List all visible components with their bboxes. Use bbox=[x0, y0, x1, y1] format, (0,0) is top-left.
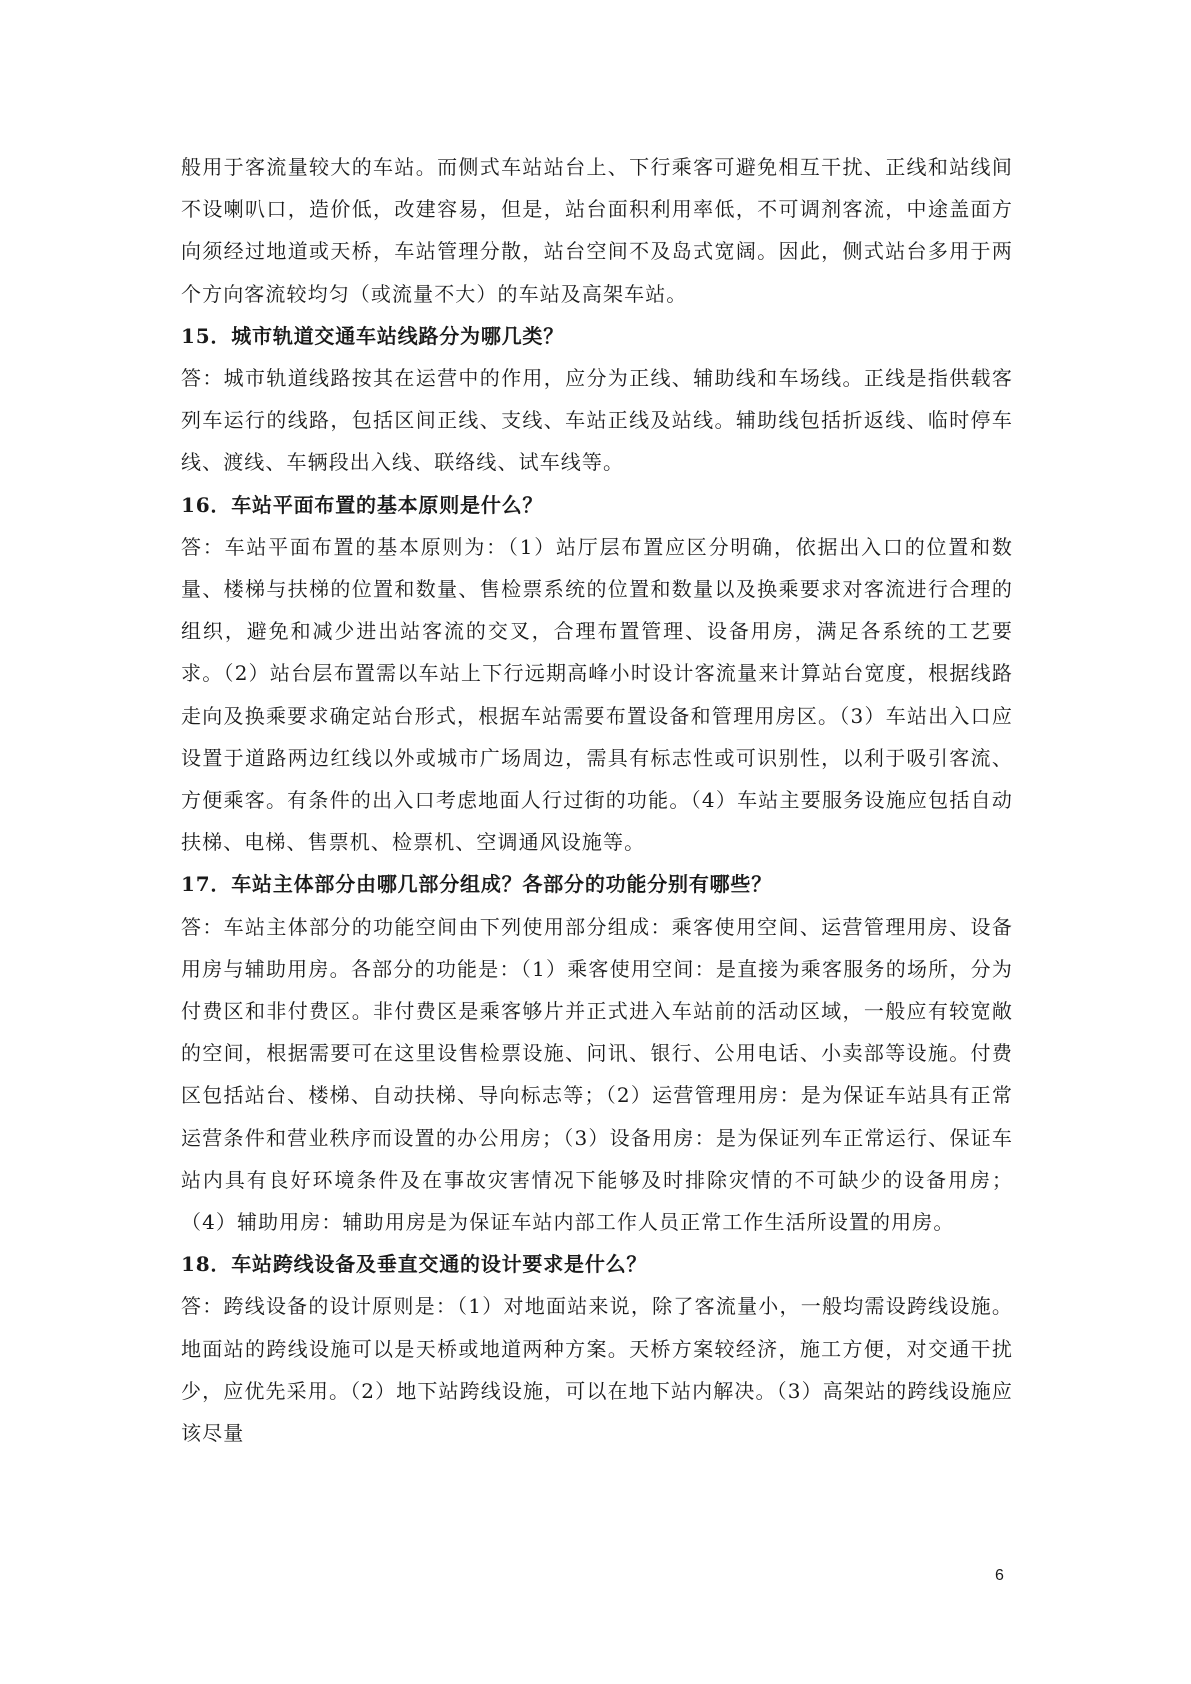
question-15-title: 15．城市轨道交通车站线路分为哪几类？ bbox=[181, 323, 565, 348]
intro-paragraph: 般用于客流量较大的车站。而侧式车站站台上、下行乘客可避免相互干扰、正线和站线间不设喇叭口，造价低，改建容易，但是，站台面积利用率低，不可调剂客流，中途盖面方向须经过地道或天桥，车站管理分散，站台空间不及岛式宽阔。因此，侧式站台多用于两个方向客流较均匀（或流量不大）的车站及高架车站。 bbox=[181, 155, 1013, 306]
question-18-title: 18．车站跨线设备及垂直交通的设计要求是什么？ bbox=[181, 1252, 648, 1277]
question-16-answer: 答：车站平面布置的基本原则为：（1）站厅层布置应区分明确，依据出入口的位置和数量、楼梯与扶梯的位置和数量、售检票系统的位置和数量以及换乘要求对客流进行合理的组织，避免和减少进出站客流的交叉，合理布置管理、设备用房，满足各系统的工艺要求。（2）站台层布置需以车站上下行远期高峰小时设计客流量来计算站台宽度，根据线路走向及换乘要求确定站台形式，根据车站需要布置设备和管理用房区。（3）车站出入口应设置于道路两边红线以外或城市广场周边，需具有标志性或可识别性，以利于吸引客流、方便乘客。有条件的出入口考虑地面人行过街的功能。（4）车站主要服务设施应包括自动扶梯、电梯、售票机、检票机、空调通风设施等。 bbox=[181, 534, 1013, 855]
question-17-answer: 答：车站主体部分的功能空间由下列使用部分组成：乘客使用空间、运营管理用房、设备用房与辅助用房。各部分的功能是：（1）乘客使用空间：是直接为乘客服务的场所，分为付费区和非付费区。非付费区是乘客够片并正式进入车站前的活动区域，一般应有较宽敞的空间，根据需要可在这里设售检票设施、问讯、银行、公用电话、小卖部等设施。付费区包括站台、楼梯、自动扶梯、导向标志等；（2）运营管理用房：是为保证车站具有正常运营条件和营业秩序而设置的办公用房；（3）设备用房：是为保证列车正常运行、保证车站内具有良好环境条件及在事故灾害情况下能够及时排除灾情的不可缺少的设备用房；（4）辅助用房：辅助用房是为保证车站内部工作人员正常工作生活所设置的用房。 bbox=[181, 914, 1013, 1235]
document-body bbox=[181, 146, 1013, 1454]
question-16-title: 16．车站平面布置的基本原则是什么？ bbox=[181, 492, 544, 517]
question-15-answer: 答：城市轨道线路按其在运营中的作用，应分为正线、辅助线和车场线。正线是指供载客列车运行的线路，包括区间正线、支线、车站正线及站线。辅助线包括折返线、临时停车线、渡线、车辆段出入线、联络线、试车线等。 bbox=[181, 366, 1013, 475]
question-17-title: 17．车站主体部分由哪几部分组成？各部分的功能分别有哪些？ bbox=[181, 872, 773, 897]
question-18-answer: 答：跨线设备的设计原则是：（1）对地面站来说，除了客流量小，一般均需设跨线设施。地面站的跨线设施可以是天桥或地道两种方案。天桥方案较经济，施工方便，对交通干扰少，应优先采用。（2）地下站跨线设施，可以在地下站内解决。（3）高架站的跨线设施应该尽量 bbox=[181, 1294, 1013, 1446]
page-number: 6 bbox=[995, 1567, 1004, 1584]
